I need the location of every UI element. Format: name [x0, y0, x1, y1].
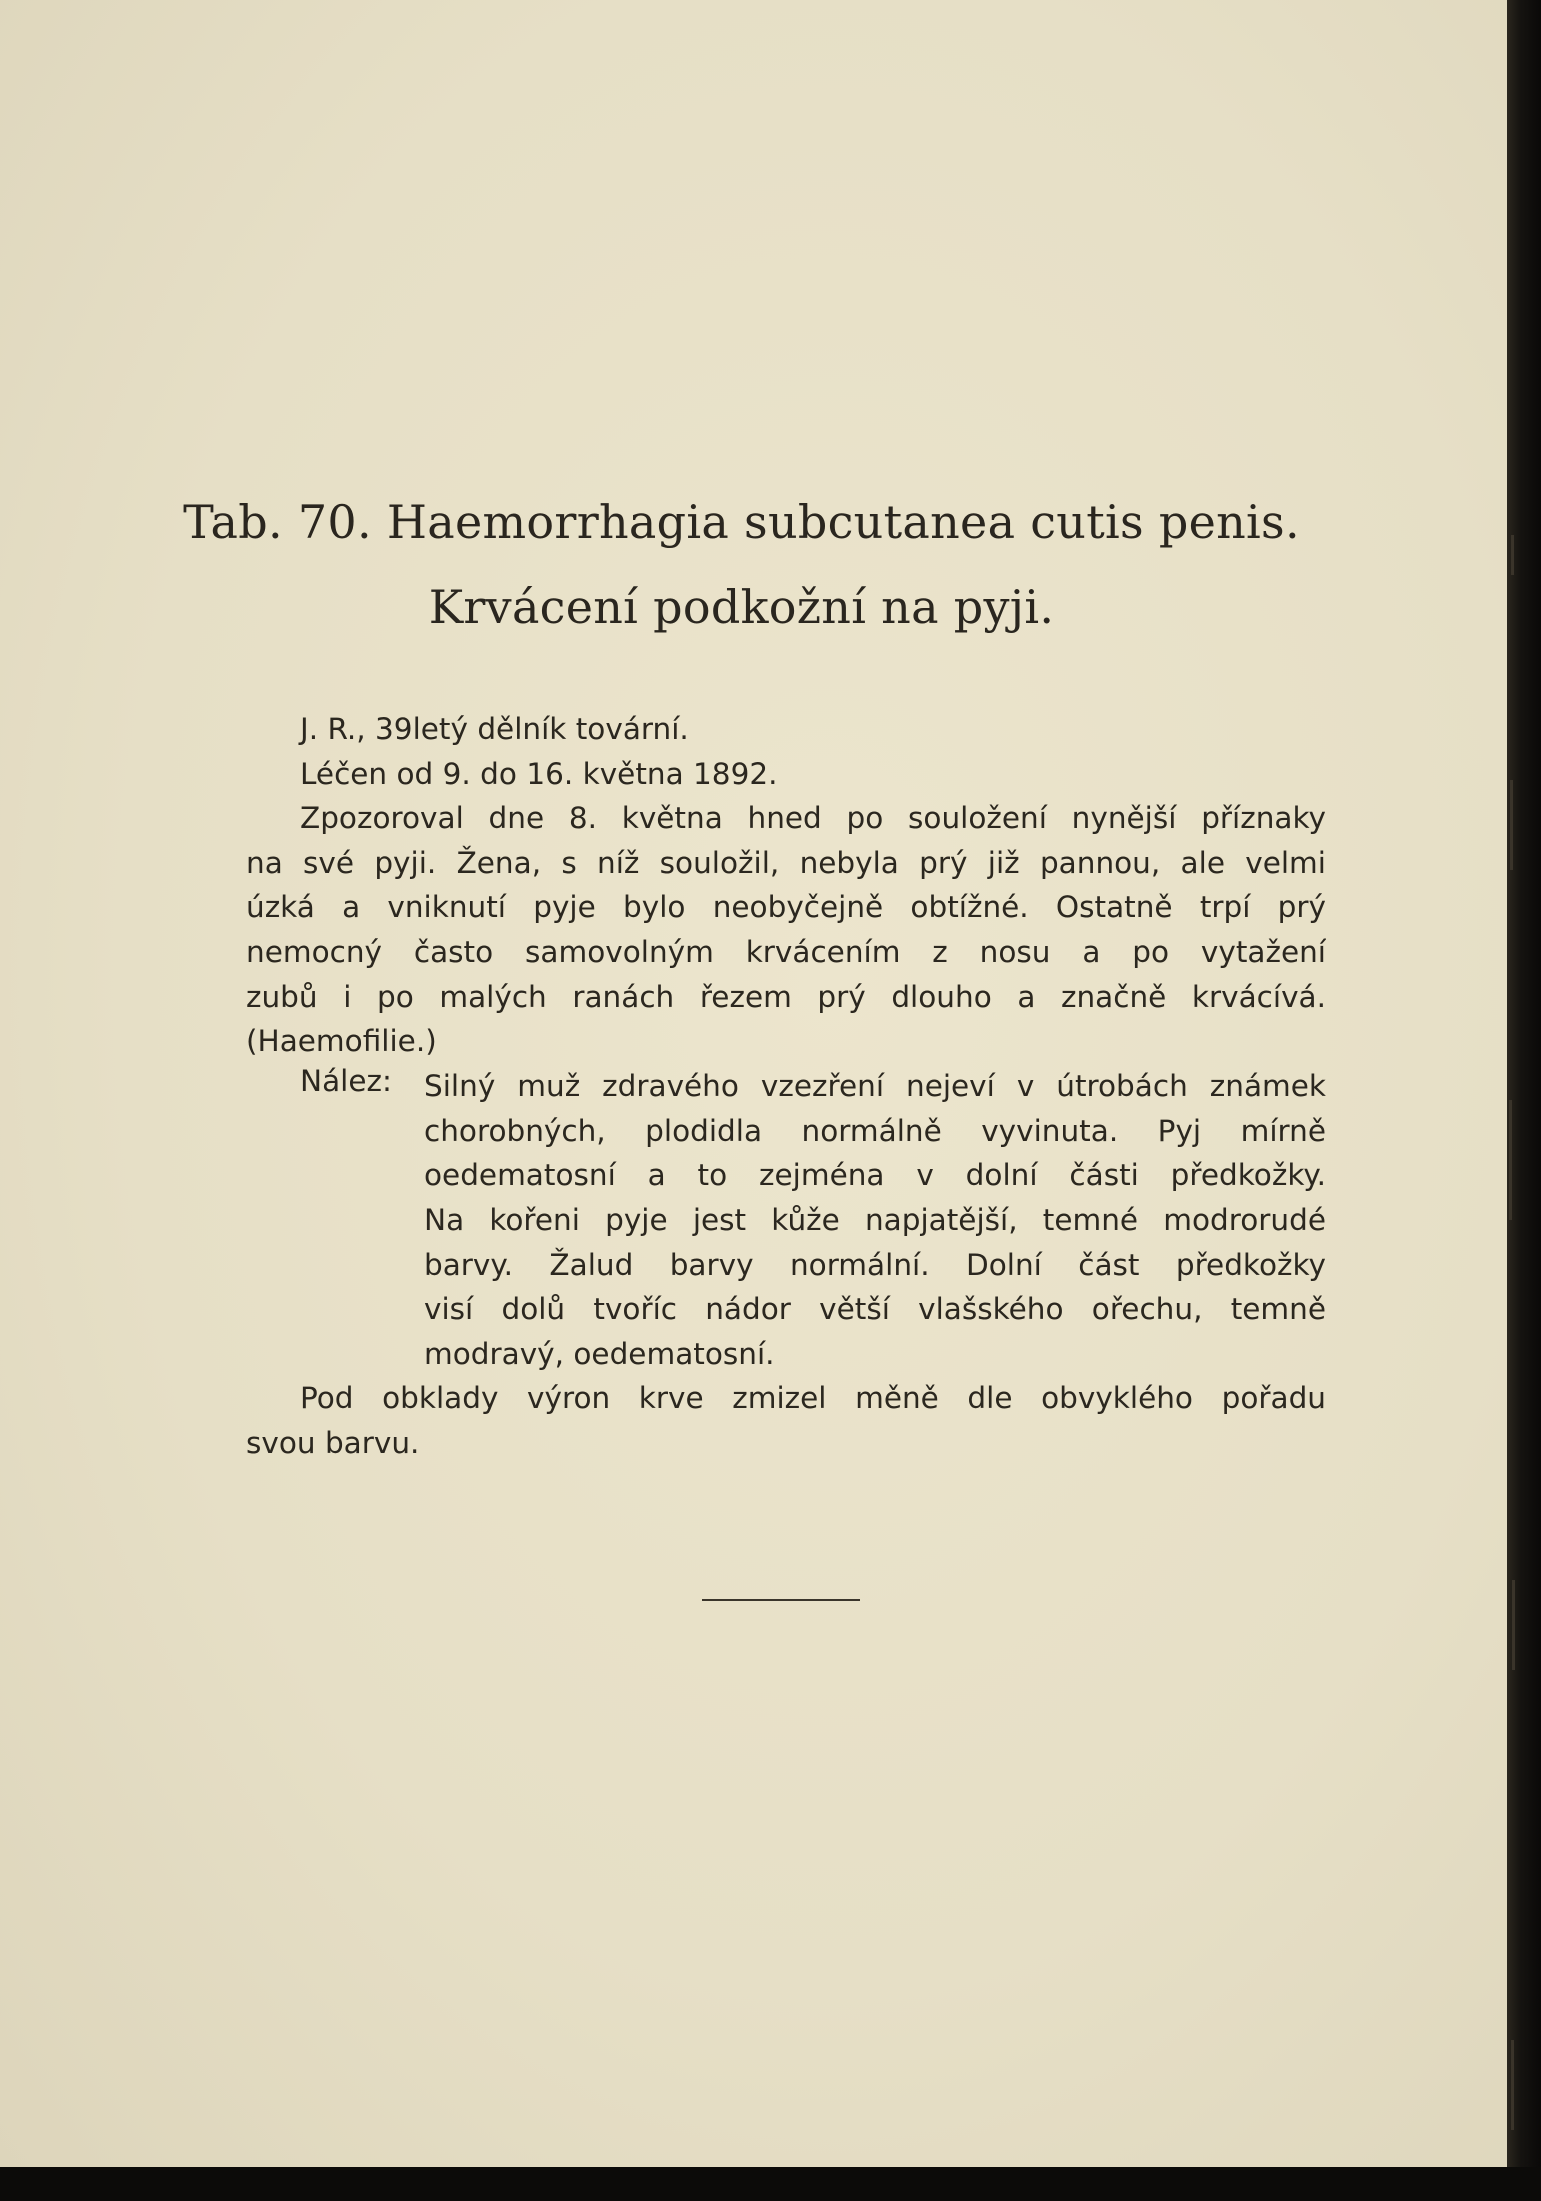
end-rule: [702, 1599, 860, 1601]
finding-line-3: oedematosní a to zejména v dolní části předkožky.: [424, 1158, 1326, 1193]
intro-line-7: zubů i po malých ranách řezem prý dlouho a značně krvácívá.: [246, 979, 1326, 1014]
page-edge-shadow: [1507, 0, 1541, 2201]
patient-line: [300, 707, 1326, 752]
intro-line-1: J. R., 39letý dělník tovární.: [300, 712, 689, 746]
edge-mark: [1512, 1580, 1515, 1670]
finding-label: Nález:: [300, 1064, 392, 1098]
treatment-line: [300, 752, 1326, 797]
intro-line-8: (Haemofilie.): [246, 1024, 437, 1059]
closing-line-1: Pod obklady výron krve zmizel měně dle obvyklého pořadu: [300, 1381, 1326, 1415]
closing-paragraph: [246, 1376, 1326, 1465]
finding-line-2: chorobných, plodidla normálně vyvinuta. Pyj mírně: [424, 1113, 1326, 1148]
closing-line-2: svou barvu.: [246, 1425, 420, 1460]
bottom-edge: [0, 2167, 1541, 2201]
finding-line-4: Na kořeni pyje jest kůže napjatější, temné modrorudé: [424, 1203, 1326, 1238]
edge-mark: [1510, 780, 1513, 870]
history-paragraph: [246, 796, 1326, 1064]
finding-line-5: barvy. Žalud barvy normální. Dolní část předkožky: [424, 1247, 1326, 1282]
edge-mark: [1509, 1100, 1512, 1220]
plate-title: Tab. 70. Haemorrhagia subcutanea cutis penis.: [183, 495, 1300, 549]
intro-line-5: úzká a vniknutí pyje bylo neobyčejně obtížné. Ostatně trpí prý: [246, 890, 1326, 925]
intro-line-6: nemocný často samovolným krvácením z nosu a po vytažení: [246, 935, 1326, 970]
plate-subtitle: Krvácení podkožní na pyji.: [428, 580, 1055, 634]
finding-line-6: visí dolů tvoříc nádor větší vlašského ořechu, temně: [424, 1292, 1326, 1327]
edge-mark: [1511, 2040, 1514, 2130]
finding-paragraph: [424, 1064, 1326, 1377]
edge-mark: [1511, 535, 1514, 575]
intro-line-4: na své pyji. Žena, s níž souložil, nebyla prý již pannou, ale velmi: [246, 845, 1326, 880]
intro-line-3: Zpozoroval dne 8. května hned po souložení nynější příznaky: [300, 801, 1326, 835]
finding-line-1: Silný muž zdravého vzezření nejeví v útrobách známek: [424, 1069, 1326, 1103]
intro-line-2: Léčen od 9. do 16. května 1892.: [300, 757, 778, 791]
finding-line-7: modravý, oedematosní.: [424, 1337, 775, 1372]
